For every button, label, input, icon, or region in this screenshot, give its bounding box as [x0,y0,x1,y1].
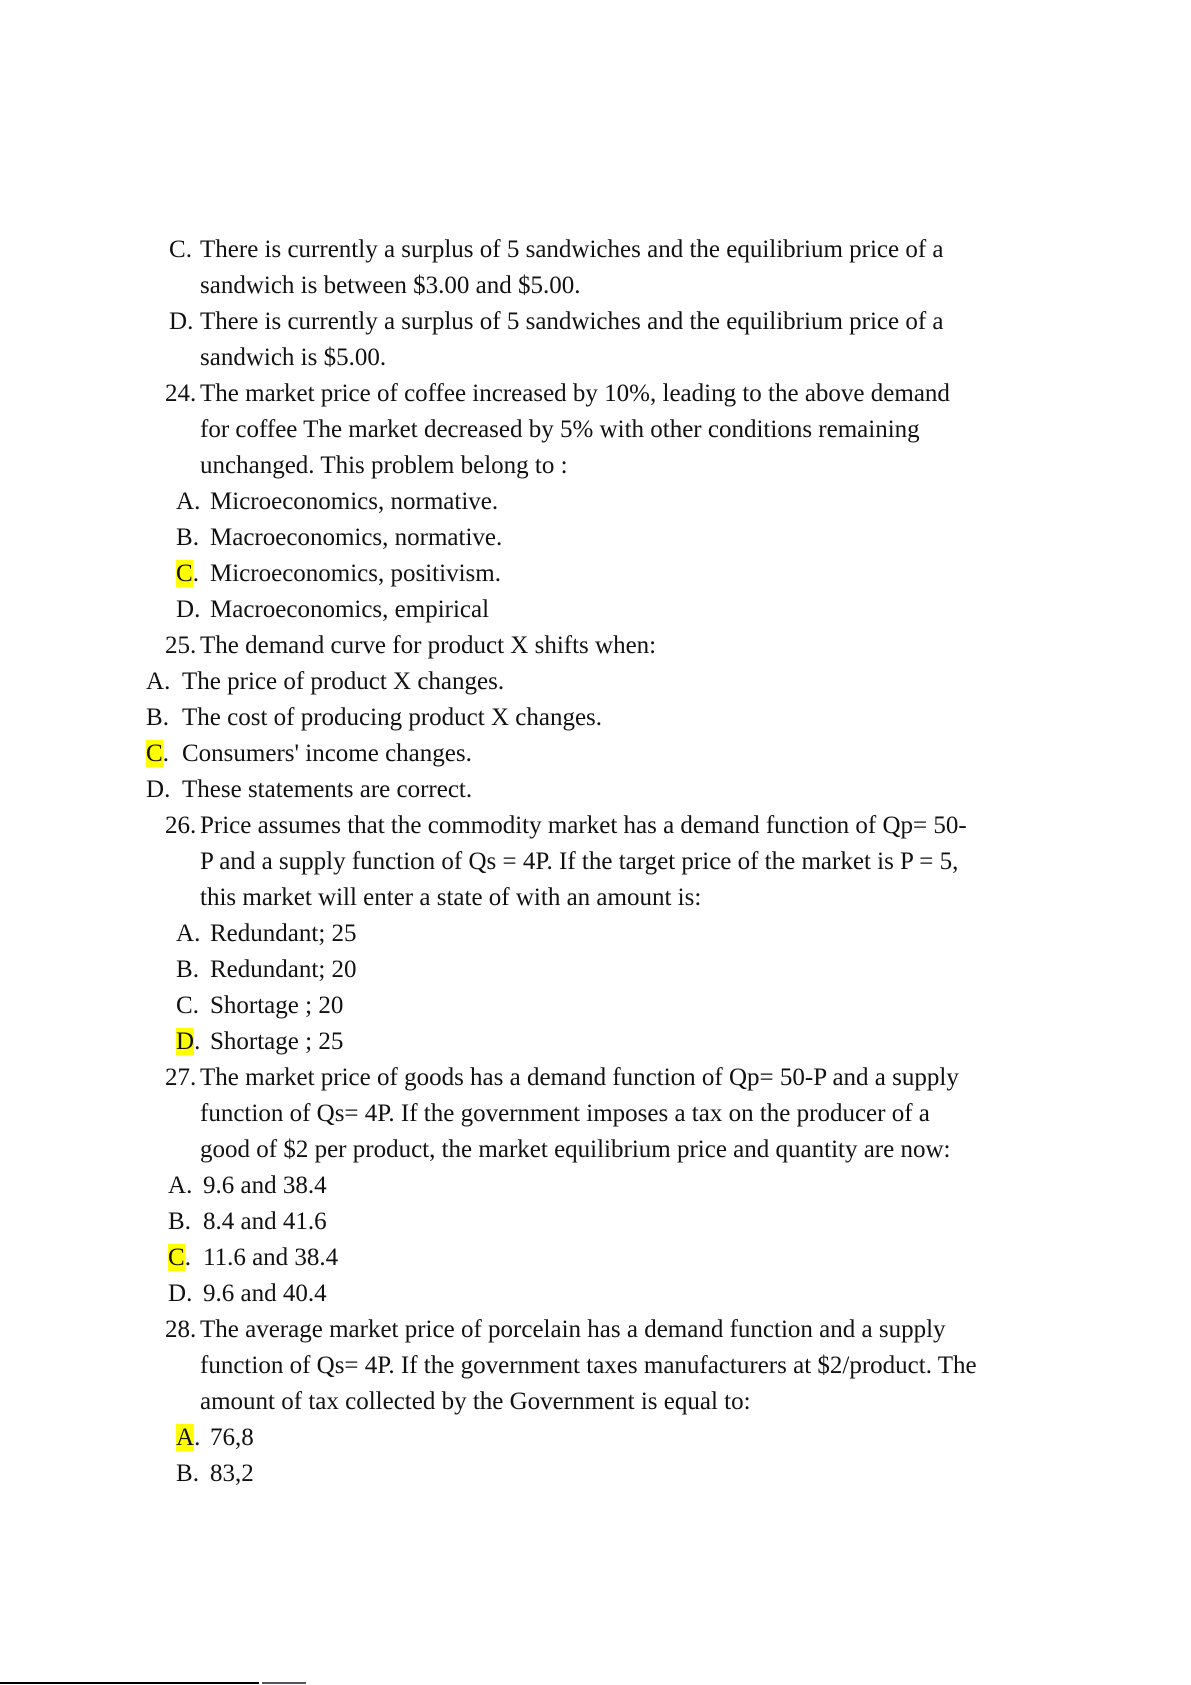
question-stem-line [0,376,1191,412]
question-stem-line [0,880,1191,916]
option-letter-dot: . [186,1280,193,1307]
option-letter-dot: . [192,992,199,1019]
option-letter-wrap [176,988,199,1024]
option-letter-highlighted: C [176,560,193,587]
option-text: There is currently a surplus of 5 sandwiches and the equilibrium price of a [200,308,944,335]
option-letter-wrap [176,520,199,556]
option-text: The price of product X changes. [182,668,505,695]
option-letter-dot: . [184,1208,191,1235]
option-letter-highlighted: C [168,1244,185,1271]
option-letter: D [176,596,195,623]
question-stem-line [0,844,1191,880]
option-letter-wrap [168,1168,192,1204]
question-stem-line [0,1384,1191,1420]
option-letter-dot: . [194,596,201,623]
option-letter-wrap [176,556,199,592]
answer-option[interactable] [0,1240,1191,1276]
option-letter-wrap [176,1024,200,1060]
option-letter-wrap [176,592,200,628]
question-text: this market will enter a state of with an amount is: [200,884,702,911]
question-text: amount of tax collected by the Government is equal to: [200,1388,751,1415]
answer-option[interactable] [0,340,1191,376]
question-stem-line [0,448,1191,484]
question-text: The market price of coffee increased by 10%, leading to the above demand [200,380,950,407]
option-letter-wrap [169,232,192,268]
question-text: P and a supply function of Qs = 4P. If the target price of the market is P = 5, [200,848,959,875]
option-letter-dot: . [184,1244,191,1271]
question-text: good of $2 per product, the market equilibrium price and quantity are now: [200,1136,951,1163]
question-text: function of Qs= 4P. If the government taxes manufacturers at $2/product. The [200,1352,977,1379]
answer-option[interactable] [0,1456,1191,1492]
answer-option[interactable] [0,772,1191,808]
option-text: Consumers' income changes. [182,740,472,767]
option-text: sandwich is $5.00. [200,344,387,371]
option-letter-wrap [146,664,170,700]
option-letter-highlighted: D [176,1028,195,1055]
option-text: 9.6 and 38.4 [203,1172,327,1199]
question-number: 25. [165,632,197,659]
option-letter: B [176,524,193,551]
question-stem-line [0,1060,1191,1096]
option-letter-wrap [169,304,193,340]
option-text: 11.6 and 38.4 [203,1244,339,1271]
answer-option[interactable] [0,232,1191,268]
option-text: Redundant; 20 [210,956,357,983]
option-letter: C [176,992,193,1019]
option-text: Microeconomics, normative. [210,488,499,515]
question-number: 26. [165,812,197,839]
option-text: 83,2 [210,1460,254,1487]
option-letter: A [176,488,195,515]
option-text: The cost of producing product X changes. [182,704,603,731]
option-letter: D [169,308,188,335]
option-letter-wrap [168,1276,192,1312]
answer-option[interactable] [0,268,1191,304]
option-letter-dot: . [192,524,199,551]
question-stem-line [0,412,1191,448]
answer-option[interactable] [0,1276,1191,1312]
option-letter-dot: . [187,308,194,335]
option-letter: B [176,956,193,983]
option-letter: C [169,236,186,263]
option-letter-wrap [176,952,199,988]
option-letter-wrap [176,484,200,520]
option-text: 9.6 and 40.4 [203,1280,327,1307]
option-letter-wrap [176,1456,199,1492]
answer-option[interactable] [0,1420,1191,1456]
answer-option[interactable] [0,952,1191,988]
question-stem-line [0,1132,1191,1168]
option-letter-highlighted: C [146,740,163,767]
question-stem-line [0,1312,1191,1348]
question-text: Price assumes that the commodity market has a demand function of Qp= 50- [200,812,967,839]
question-text: The market price of goods has a demand function of Qp= 50-P and a supply [200,1064,959,1091]
option-text: 8.4 and 41.6 [203,1208,327,1235]
option-letter: D [168,1280,187,1307]
question-text: The demand curve for product X shifts when: [200,632,657,659]
option-letter-dot: . [164,668,171,695]
question-number: 27. [165,1064,197,1091]
answer-option[interactable] [0,592,1191,628]
option-text: Redundant; 25 [210,920,357,947]
answer-option[interactable] [0,700,1191,736]
option-text: Microeconomics, positivism. [210,560,501,587]
answer-option[interactable] [0,736,1191,772]
option-letter: A [168,1172,187,1199]
page-bottom-rule [0,1682,259,1684]
answer-option[interactable] [0,484,1191,520]
option-letter-dot: . [185,236,192,263]
option-letter-wrap [146,772,170,808]
question-number: 28. [165,1316,197,1343]
option-letter: A [146,668,165,695]
option-letter-dot: . [162,704,169,731]
option-text: Macroeconomics, normative. [210,524,503,551]
option-letter-dot: . [186,1172,193,1199]
question-number: 24. [165,380,197,407]
option-letter-dot: . [194,488,201,515]
question-text: function of Qs= 4P. If the government imposes a tax on the producer of a [200,1100,930,1127]
question-stem-line [0,628,1191,664]
question-text: for coffee The market decreased by 5% with other conditions remaining [200,416,920,443]
option-letter-wrap [146,736,169,772]
option-letter-highlighted: A [176,1424,195,1451]
question-stem-line [0,1348,1191,1384]
answer-option[interactable] [0,520,1191,556]
option-letter-dot: . [192,956,199,983]
option-letter-wrap [176,916,200,952]
option-letter: B [176,1460,193,1487]
option-letter-dot: . [164,776,171,803]
page-bottom-rule-segment [262,1682,306,1684]
answer-option[interactable] [0,1024,1191,1060]
answer-option[interactable] [0,1204,1191,1240]
document-page [0,232,1191,1492]
option-text: There is currently a surplus of 5 sandwiches and the equilibrium price of a [200,236,944,263]
answer-option[interactable] [0,556,1191,592]
answer-option[interactable] [0,988,1191,1024]
option-text: Macroeconomics, empirical [210,596,490,623]
option-text: sandwich is between $3.00 and $5.00. [200,272,581,299]
option-letter-wrap [176,1420,200,1456]
option-letter-dot: . [192,1460,199,1487]
option-text: Shortage ; 20 [210,992,344,1019]
question-stem-line [0,808,1191,844]
option-letter: B [168,1208,185,1235]
option-text: 76,8 [210,1424,254,1451]
option-letter: A [176,920,195,947]
answer-option[interactable] [0,304,1191,340]
option-letter-dot: . [194,1028,201,1055]
answer-option[interactable] [0,1168,1191,1204]
option-letter-dot: . [194,920,201,947]
question-text: The average market price of porcelain has a demand function and a supply [200,1316,946,1343]
option-letter-wrap [168,1240,191,1276]
option-text: Shortage ; 25 [210,1028,344,1055]
option-letter: D [146,776,165,803]
option-letter-dot: . [192,560,199,587]
option-letter-wrap [168,1204,191,1240]
option-text: These statements are correct. [182,776,473,803]
question-stem-line [0,1096,1191,1132]
option-letter-wrap [146,700,169,736]
option-letter-dot: . [194,1424,201,1451]
option-letter: B [146,704,163,731]
option-letter-dot: . [162,740,169,767]
question-text: unchanged. This problem belong to : [200,452,568,479]
answer-option[interactable] [0,664,1191,700]
answer-option[interactable] [0,916,1191,952]
